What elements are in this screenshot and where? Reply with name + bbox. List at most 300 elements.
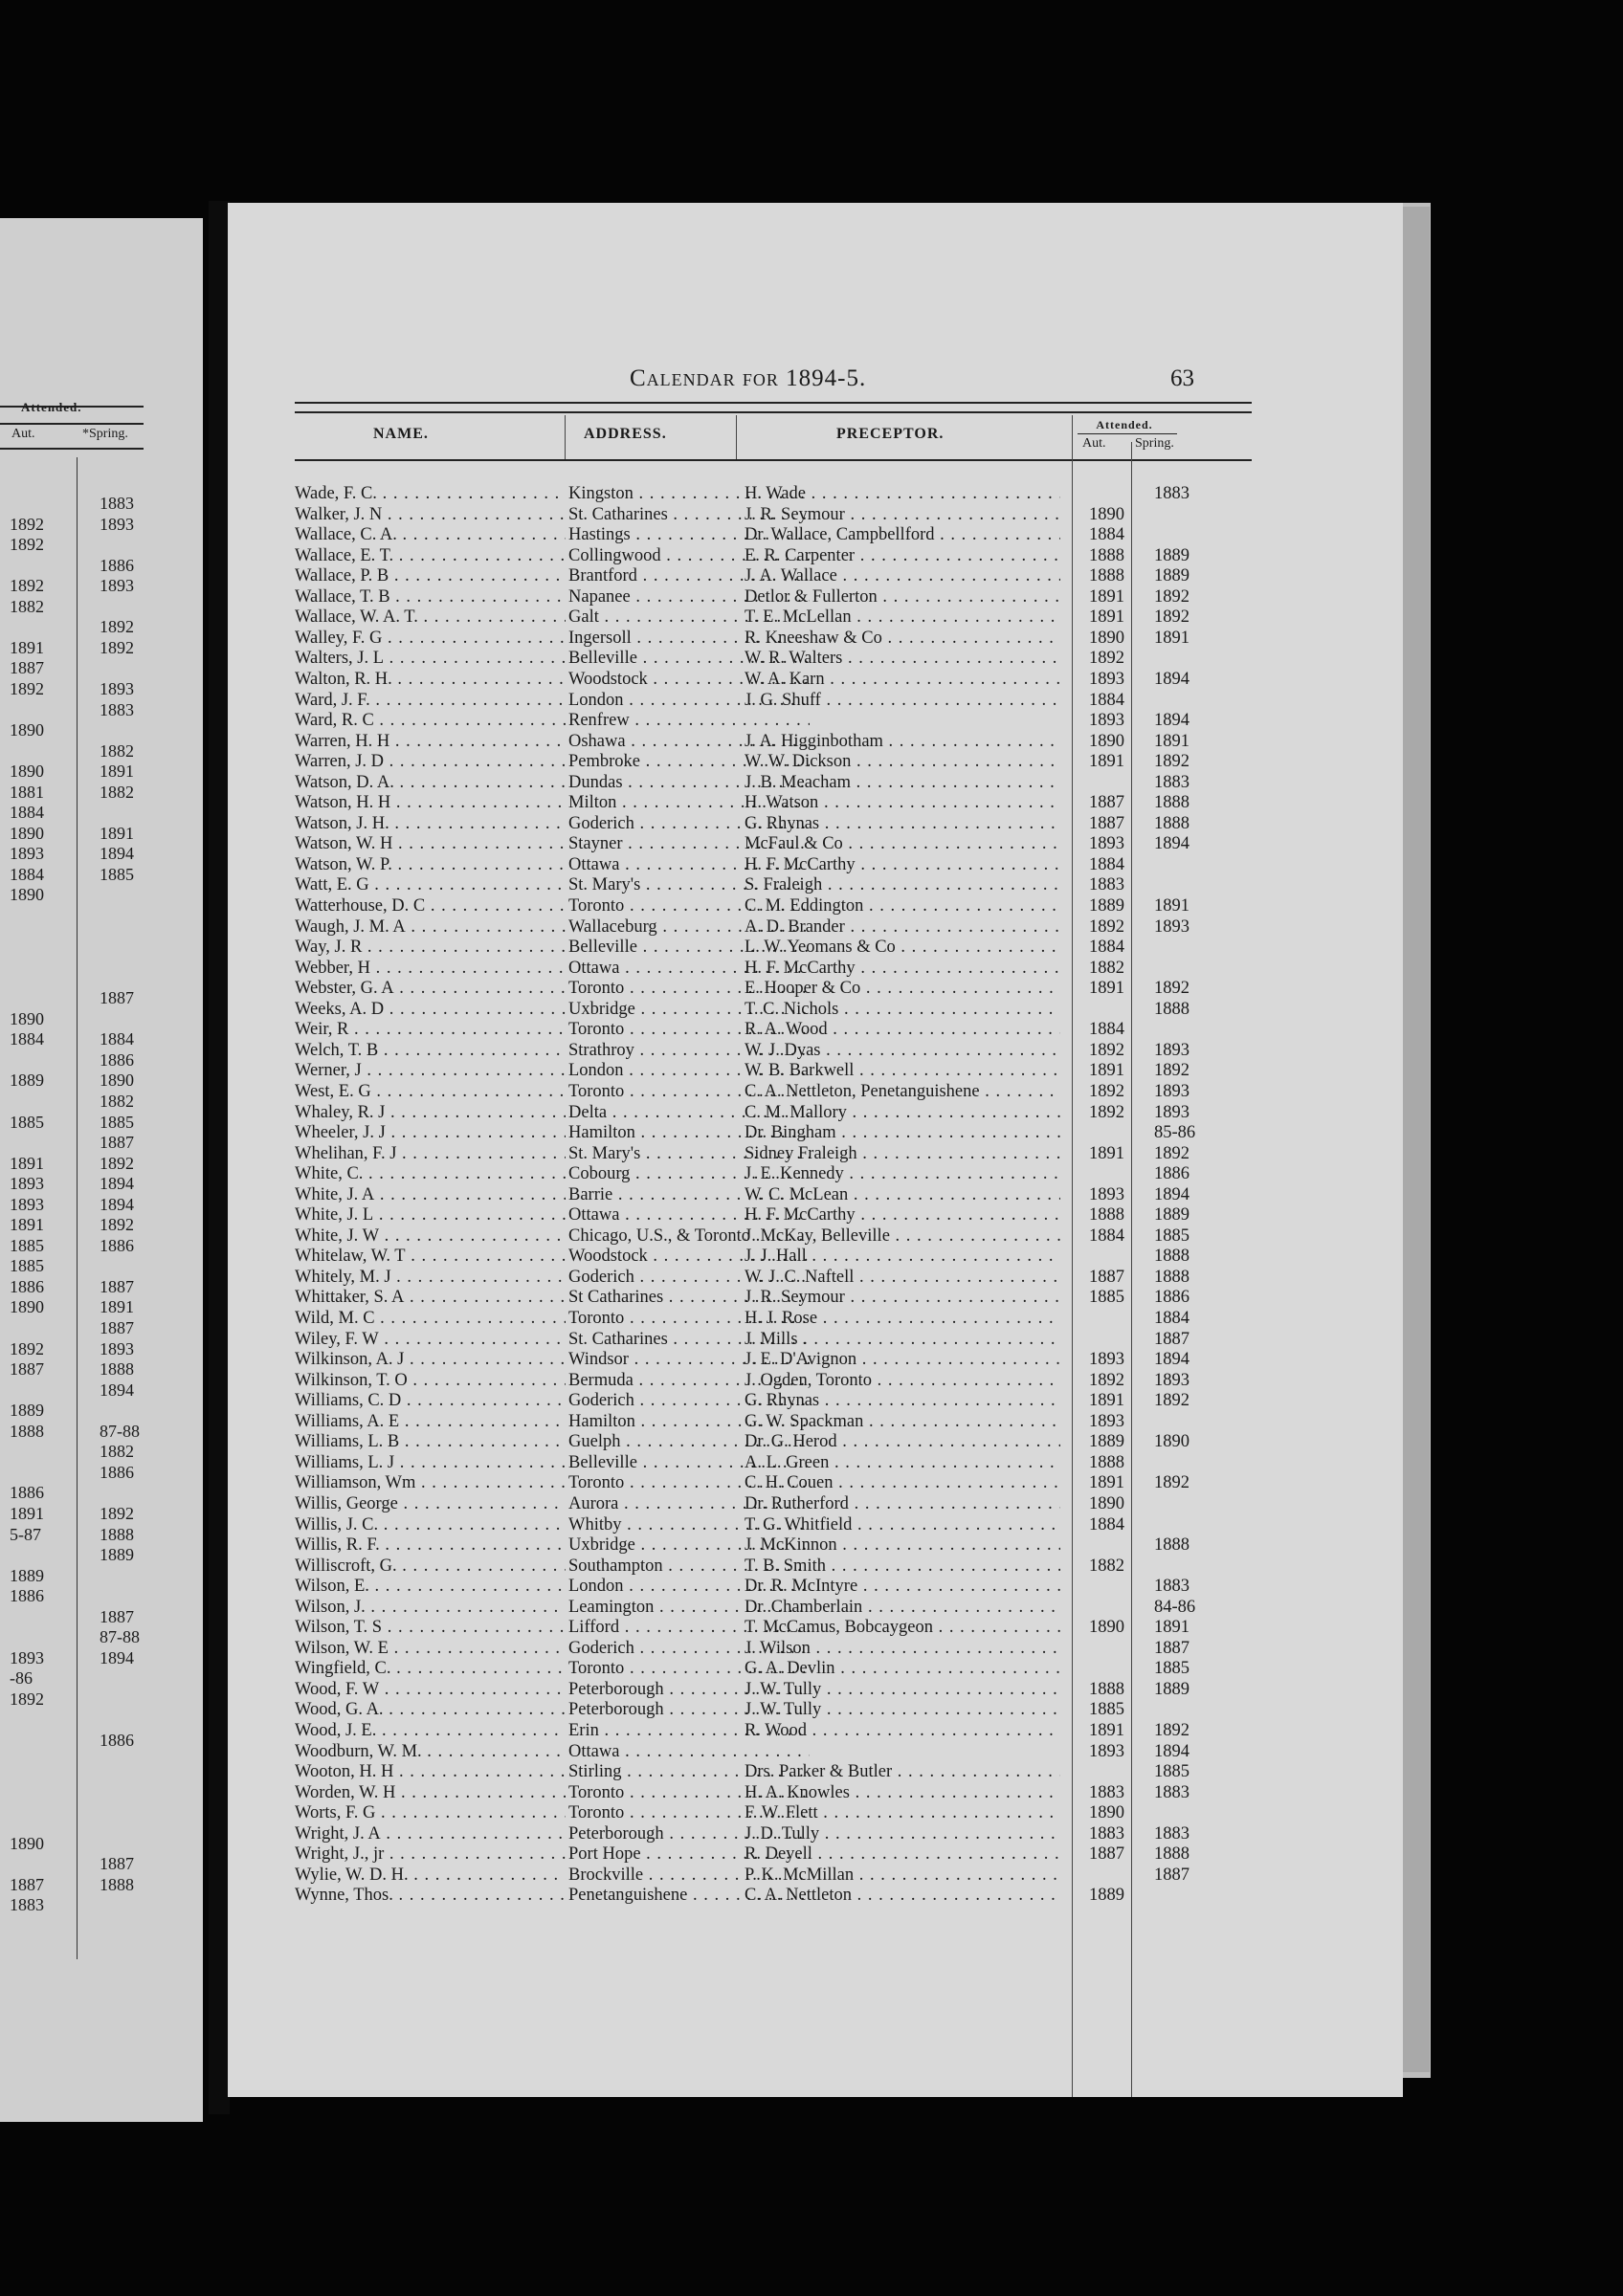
autumn-year: 1887 bbox=[1089, 1267, 1124, 1287]
left-spring-year: 1892 bbox=[100, 1153, 134, 1173]
table-row bbox=[228, 959, 1403, 980]
autumn-year: 1893 bbox=[1089, 1184, 1124, 1204]
preceptor-name: Dr. Rutherford . . . bbox=[745, 1494, 1060, 1514]
name-column-header: NAME. bbox=[373, 426, 429, 442]
left-table-row bbox=[0, 1009, 144, 1029]
preceptor-name: S. Fraleigh . . . bbox=[745, 875, 1060, 895]
left-table-row bbox=[0, 1854, 144, 1874]
preceptor-name: J. G. Shuff . . . bbox=[745, 691, 1060, 711]
table-row bbox=[228, 938, 1403, 959]
table-row bbox=[228, 1371, 1403, 1392]
table-row bbox=[228, 1453, 1403, 1474]
student-name: Ward, J. F. . . . bbox=[295, 691, 566, 711]
table-row bbox=[228, 1020, 1403, 1041]
student-address: Wallaceburg . . . bbox=[568, 917, 810, 938]
preceptor-name: H. F. McCarthy . . . bbox=[745, 1205, 1060, 1225]
left-autumn-year: 1890 bbox=[10, 1297, 44, 1317]
preceptor-name: McFaul & Co . . . bbox=[745, 834, 1060, 854]
left-autumn-year: 1890 bbox=[10, 1833, 44, 1853]
header-rule-top-2 bbox=[295, 411, 1252, 413]
preceptor-name: Dr. R. McIntyre . . . bbox=[745, 1577, 1060, 1597]
student-name: Walton, R. H. . . . bbox=[295, 670, 566, 690]
spring-year: 1893 bbox=[1154, 916, 1189, 937]
table-row bbox=[228, 1515, 1403, 1536]
spring-year: 1893 bbox=[1154, 1102, 1189, 1122]
preceptor-name: Sidney Fraleigh . . . bbox=[745, 1144, 1060, 1164]
student-address: Port Hope . . . bbox=[568, 1844, 810, 1865]
autumn-year: 1892 bbox=[1089, 649, 1124, 669]
left-table-row bbox=[0, 783, 144, 803]
table-row bbox=[228, 1330, 1403, 1351]
autumn-year: 1892 bbox=[1089, 1102, 1124, 1122]
student-name: White, C. . . . bbox=[295, 1164, 566, 1184]
student-name: Watson, D. A. . . . bbox=[295, 773, 566, 793]
student-address: St. Catharines . . . bbox=[568, 505, 810, 525]
table-row bbox=[228, 1577, 1403, 1598]
left-autumn-year: 1884 bbox=[10, 864, 44, 884]
student-address: Dundas . . . bbox=[568, 773, 810, 793]
spring-year: 1893 bbox=[1154, 1370, 1189, 1390]
left-spring-year: 1894 bbox=[100, 1174, 134, 1194]
table-row bbox=[228, 1185, 1403, 1206]
left-table-row bbox=[0, 1772, 144, 1792]
preceptor-name: J. E. D'Avignon . . . bbox=[745, 1350, 1060, 1370]
left-autumn-year: 1889 bbox=[10, 1565, 44, 1585]
student-address: Peterborough . . . bbox=[568, 1680, 810, 1700]
autumn-year: 1893 bbox=[1089, 1741, 1124, 1761]
student-address: Toronto . . . bbox=[568, 1309, 810, 1329]
preceptor-name: J. W. Tully . . . bbox=[745, 1700, 1060, 1720]
left-table-row bbox=[0, 1359, 144, 1380]
student-name: Wallace, T. B . . . bbox=[295, 587, 566, 607]
page-number: 63 bbox=[1170, 365, 1194, 391]
student-name: Wynne, Thos. . . . bbox=[295, 1886, 566, 1906]
left-spring-year: 1888 bbox=[100, 1359, 134, 1380]
autumn-year: 1883 bbox=[1089, 1782, 1124, 1802]
student-address: London . . . bbox=[568, 691, 810, 711]
table-row bbox=[228, 1844, 1403, 1866]
spring-year: 1886 bbox=[1154, 1164, 1189, 1184]
student-address: Renfrew . . . bbox=[568, 711, 810, 731]
preceptor-name: W. J. C. Naftell . . . bbox=[745, 1268, 1060, 1288]
left-table-row bbox=[0, 1504, 144, 1524]
preceptor-name: T. E. McLellan . . . bbox=[745, 607, 1060, 628]
table-row bbox=[228, 607, 1403, 629]
preceptor-column-header: PRECEPTOR. bbox=[836, 426, 945, 442]
table-row bbox=[228, 649, 1403, 670]
preceptor-name: H. J. Rose . . . bbox=[745, 1309, 1060, 1329]
student-name: Wheeler, J. J . . . bbox=[295, 1123, 566, 1143]
left-spring-year: 1882 bbox=[100, 740, 134, 761]
left-table-row bbox=[0, 638, 144, 658]
left-table-row bbox=[0, 988, 144, 1008]
student-name: Wylie, W. D. H. . . . bbox=[295, 1866, 566, 1886]
left-spring-year: 1887 bbox=[100, 1133, 134, 1153]
autumn-year: 1893 bbox=[1089, 1350, 1124, 1370]
preceptor-name: W. W. Dickson . . . bbox=[745, 752, 1060, 772]
student-address: Toronto . . . bbox=[568, 979, 810, 999]
autumn-year: 1892 bbox=[1089, 1081, 1124, 1101]
spring-year: 1892 bbox=[1154, 1473, 1189, 1493]
student-address: Guelph . . . bbox=[568, 1432, 810, 1452]
spring-year: 84-86 bbox=[1154, 1597, 1196, 1617]
table-row bbox=[228, 1082, 1403, 1103]
autumn-year: 1888 bbox=[1089, 545, 1124, 565]
spring-year: 1883 bbox=[1154, 1782, 1189, 1802]
left-table-row bbox=[0, 535, 144, 555]
spring-year: 1893 bbox=[1154, 1040, 1189, 1060]
table-row bbox=[228, 1432, 1403, 1453]
left-spring-year: 1893 bbox=[100, 576, 134, 596]
left-table-row bbox=[0, 947, 144, 967]
left-aut-heading: Aut. bbox=[11, 427, 35, 441]
student-name: Watson, W. P. . . . bbox=[295, 855, 566, 875]
spring-year: 1885 bbox=[1154, 1659, 1189, 1679]
spring-year: 1892 bbox=[1154, 1391, 1189, 1411]
table-row bbox=[228, 896, 1403, 917]
preceptor-name: J. E. Kennedy . . . bbox=[745, 1164, 1060, 1184]
autumn-year: 1887 bbox=[1089, 793, 1124, 813]
student-name: Walker, J. N . . . bbox=[295, 505, 566, 525]
student-name: Wade, F. C. . . . bbox=[295, 484, 566, 504]
spring-year: 1892 bbox=[1154, 1143, 1189, 1163]
preceptor-name: J. A. Wallace . . . bbox=[745, 566, 1060, 586]
left-table-row bbox=[0, 1380, 144, 1401]
autumn-year: 1884 bbox=[1089, 1225, 1124, 1246]
table-row bbox=[228, 484, 1403, 505]
table-row bbox=[228, 1700, 1403, 1721]
left-table-row bbox=[0, 1133, 144, 1153]
left-spring-year: 1882 bbox=[100, 782, 134, 802]
left-table-row bbox=[0, 658, 144, 678]
spring-year: 1888 bbox=[1154, 1247, 1189, 1267]
table-row bbox=[228, 587, 1403, 608]
left-autumn-year: 1892 bbox=[10, 535, 44, 555]
left-table-row bbox=[0, 1483, 144, 1503]
student-name: Wiley, F. W . . . bbox=[295, 1330, 566, 1350]
left-spring-year: 1894 bbox=[100, 1380, 134, 1400]
left-table-row bbox=[0, 1689, 144, 1710]
left-autumn-year: 1893 bbox=[10, 1647, 44, 1667]
spring-year: 1887 bbox=[1154, 1329, 1189, 1349]
table-row bbox=[228, 566, 1403, 587]
student-address: Toronto . . . bbox=[568, 1803, 810, 1823]
spring-year: 1888 bbox=[1154, 793, 1189, 813]
spring-year: 1888 bbox=[1154, 1844, 1189, 1865]
student-name: Waugh, J. M. A . . . bbox=[295, 917, 566, 938]
autumn-year: 1884 bbox=[1089, 1020, 1124, 1040]
student-address: Woodstock . . . bbox=[568, 670, 810, 690]
autumn-year: 1882 bbox=[1089, 1556, 1124, 1576]
left-table-row bbox=[0, 1442, 144, 1462]
left-spring-year: 1894 bbox=[100, 1194, 134, 1214]
preceptor-name: J. McKinnon . . . bbox=[745, 1535, 1060, 1556]
table-row bbox=[228, 525, 1403, 546]
left-spring-year: 1889 bbox=[100, 1545, 134, 1565]
student-address: Goderich . . . bbox=[568, 1639, 810, 1659]
table-row bbox=[228, 1659, 1403, 1680]
left-autumn-year: 1890 bbox=[10, 762, 44, 782]
autumn-year: 1888 bbox=[1089, 566, 1124, 586]
left-table-row bbox=[0, 1401, 144, 1421]
student-address: Peterborough . . . bbox=[568, 1700, 810, 1720]
left-table-row bbox=[0, 885, 144, 905]
spring-year: 1891 bbox=[1154, 896, 1189, 916]
preceptor-name: J. J. Hall . . . bbox=[745, 1247, 1060, 1267]
table-row bbox=[228, 773, 1403, 794]
left-table-row bbox=[0, 679, 144, 699]
autumn-year: 1885 bbox=[1089, 1288, 1124, 1308]
student-name: Watson, W. H . . . bbox=[295, 834, 566, 854]
left-table-row bbox=[0, 1422, 144, 1442]
left-table-row bbox=[0, 927, 144, 947]
student-address: Penetanguishene . . . bbox=[568, 1886, 810, 1906]
table-row bbox=[228, 1535, 1403, 1556]
left-spring-year: 87-88 bbox=[100, 1627, 140, 1647]
student-name: Webber, H . . . bbox=[295, 959, 566, 979]
student-name: Wingfield, C. . . . bbox=[295, 1659, 566, 1679]
spring-year: 1894 bbox=[1154, 834, 1189, 854]
spring-year: 1892 bbox=[1154, 979, 1189, 999]
preceptor-name: H. F. McCarthy . . . bbox=[745, 959, 1060, 979]
student-name: Willis, R. F. . . . bbox=[295, 1535, 566, 1556]
autumn-year: 1882 bbox=[1089, 958, 1124, 978]
left-table-row bbox=[0, 1215, 144, 1235]
left-autumn-year: -86 bbox=[10, 1668, 33, 1689]
student-name: Welch, T. B . . . bbox=[295, 1041, 566, 1061]
table-row bbox=[228, 711, 1403, 732]
left-table-row bbox=[0, 1154, 144, 1174]
student-name: Worts, F. G . . . bbox=[295, 1803, 566, 1823]
table-row bbox=[228, 1742, 1403, 1763]
autumn-year: 1891 bbox=[1089, 607, 1124, 628]
preceptor-name: C. A. Nettleton . . . bbox=[745, 1886, 1060, 1906]
student-name: Wilson, W. E . . . bbox=[295, 1639, 566, 1659]
preceptor-name: J. D. Tully . . . bbox=[745, 1824, 1060, 1844]
student-address: Toronto . . . bbox=[568, 1783, 810, 1803]
table-row bbox=[228, 1886, 1403, 1907]
table-row bbox=[228, 629, 1403, 650]
spring-year: 1883 bbox=[1154, 484, 1189, 503]
left-table-row bbox=[0, 1195, 144, 1215]
left-table-row bbox=[0, 1586, 144, 1606]
preceptor-name: E. R. Carpenter . . . bbox=[745, 546, 1060, 566]
spring-year: 1892 bbox=[1154, 586, 1189, 607]
left-table-row bbox=[0, 576, 144, 596]
left-table-row bbox=[0, 1174, 144, 1194]
autumn-year: 1885 bbox=[1089, 1700, 1124, 1720]
student-name: Wood, G. A. . . . bbox=[295, 1700, 566, 1720]
student-name: Wooton, H. H . . . bbox=[295, 1762, 566, 1782]
student-address: Belleville . . . bbox=[568, 1453, 810, 1473]
preceptor-name: H. Watson . . . bbox=[745, 793, 1060, 813]
student-name: Watson, H. H . . . bbox=[295, 793, 566, 813]
autumn-year: 1884 bbox=[1089, 854, 1124, 874]
left-table-row bbox=[0, 1297, 144, 1317]
left-autumn-year: 1891 bbox=[10, 1153, 44, 1173]
student-address: Stayner . . . bbox=[568, 834, 810, 854]
header-rule-bottom bbox=[295, 459, 1252, 461]
student-address: Brantford . . . bbox=[568, 566, 810, 586]
preceptor-name: C. M. Eddington . . . bbox=[745, 896, 1060, 916]
student-name: Ward, R. C . . . bbox=[295, 711, 566, 731]
student-address: Peterborough . . . bbox=[568, 1824, 810, 1844]
student-name: Warren, J. D . . . bbox=[295, 752, 566, 772]
table-row bbox=[228, 752, 1403, 773]
autumn-year: 1883 bbox=[1089, 1823, 1124, 1843]
student-address: Toronto . . . bbox=[568, 1659, 810, 1679]
preceptor-name: Dr. Bingham . . . bbox=[745, 1123, 1060, 1143]
spring-year: 1883 bbox=[1154, 772, 1189, 792]
student-address: Belleville . . . bbox=[568, 649, 810, 669]
autumn-year: 1890 bbox=[1089, 1493, 1124, 1513]
student-address: Strathroy . . . bbox=[568, 1041, 810, 1061]
student-name: Warren, H. H . . . bbox=[295, 732, 566, 752]
column-divider bbox=[736, 415, 737, 459]
student-address: St. Mary's . . . bbox=[568, 1144, 810, 1164]
student-name: Williams, L. B . . . bbox=[295, 1432, 566, 1452]
left-table-row bbox=[0, 865, 144, 885]
left-autumn-year: 1890 bbox=[10, 885, 44, 905]
table-row bbox=[228, 1144, 1403, 1165]
student-name: Watt, E. G . . . bbox=[295, 875, 566, 895]
student-name: Watterhouse, D. C . . . bbox=[295, 896, 566, 916]
student-address: Napanee . . . bbox=[568, 587, 810, 607]
preceptor-name: J. R. Seymour . . . bbox=[745, 505, 1060, 525]
student-name: Walters, J. L . . . bbox=[295, 649, 566, 669]
student-name: Williams, C. D . . . bbox=[295, 1391, 566, 1411]
left-spring-year: 87-88 bbox=[100, 1421, 140, 1441]
left-spring-heading: *Spring. bbox=[82, 427, 128, 441]
table-row bbox=[228, 1268, 1403, 1289]
left-spring-year: 1887 bbox=[100, 1854, 134, 1874]
preceptor-name: J. Ogden, Toronto . . . bbox=[745, 1371, 1060, 1391]
student-name: Wild, M. C . . . bbox=[295, 1309, 566, 1329]
left-table-row bbox=[0, 1545, 144, 1565]
left-table-row bbox=[0, 906, 144, 926]
preceptor-name: F. W. Flett . . . bbox=[745, 1803, 1060, 1823]
left-spring-year: 1886 bbox=[100, 1731, 134, 1750]
autumn-year: 1891 bbox=[1089, 979, 1124, 999]
preceptor-name: Detlor & Fullerton . . . bbox=[745, 587, 1060, 607]
student-address: Whitby . . . bbox=[568, 1515, 810, 1535]
left-table-row bbox=[0, 1607, 144, 1627]
spring-year: 1886 bbox=[1154, 1288, 1189, 1308]
page-edge bbox=[1403, 207, 1430, 2072]
left-spring-year: 1883 bbox=[100, 494, 134, 513]
spring-year: 1892 bbox=[1154, 1061, 1189, 1081]
student-name: Wood, J. E. . . . bbox=[295, 1721, 566, 1741]
left-spring-year: 1892 bbox=[100, 637, 134, 657]
spring-year: 1894 bbox=[1154, 1350, 1189, 1370]
table-row bbox=[228, 1639, 1403, 1660]
preceptor-name: W. J. Dyas . . . bbox=[745, 1041, 1060, 1061]
preceptor-name: H. F. McCarthy . . . bbox=[745, 855, 1060, 875]
student-address: Ottawa . . . bbox=[568, 959, 810, 979]
spring-year: 1883 bbox=[1154, 1823, 1189, 1843]
left-spring-year: 1886 bbox=[100, 1462, 134, 1482]
spring-year: 1894 bbox=[1154, 1741, 1189, 1761]
student-address: Chicago, U.S., & Toronto . . . bbox=[568, 1226, 810, 1247]
table-row bbox=[228, 793, 1403, 814]
spring-year: 1888 bbox=[1154, 813, 1189, 833]
student-address: Ottawa . . . bbox=[568, 1742, 810, 1762]
student-name: Wilkinson, T. O . . . bbox=[295, 1371, 566, 1391]
student-address: London . . . bbox=[568, 1577, 810, 1597]
preceptor-name: G. Rhynas . . . bbox=[745, 814, 1060, 834]
student-name: Wallace, C. A. . . . bbox=[295, 525, 566, 545]
preceptor-name: G. Rhynas . . . bbox=[745, 1391, 1060, 1411]
left-table-row bbox=[0, 1050, 144, 1071]
left-autumn-year: 1890 bbox=[10, 823, 44, 843]
preceptor-name: Dr. G. Herod . . . bbox=[745, 1432, 1060, 1452]
left-table-row bbox=[0, 1256, 144, 1276]
left-spring-year: 1886 bbox=[100, 1235, 134, 1255]
spring-year: 1891 bbox=[1154, 1618, 1189, 1638]
student-name: Whitely, M. J . . . bbox=[295, 1268, 566, 1288]
left-spring-year: 1888 bbox=[100, 1524, 134, 1544]
left-spring-year: 1884 bbox=[100, 1029, 134, 1049]
table-row bbox=[228, 1061, 1403, 1082]
autumn-year: 1893 bbox=[1089, 1411, 1124, 1431]
left-autumn-year: 1891 bbox=[10, 1503, 44, 1523]
table-row bbox=[228, 917, 1403, 938]
student-address: Ottawa . . . bbox=[568, 1205, 810, 1225]
table-row bbox=[228, 1164, 1403, 1185]
left-autumn-year: 1890 bbox=[10, 720, 44, 740]
left-spring-year: 1887 bbox=[100, 1318, 134, 1337]
table-row bbox=[228, 1350, 1403, 1371]
autumn-year: 1893 bbox=[1089, 711, 1124, 731]
student-name: West, E. G . . . bbox=[295, 1082, 566, 1102]
table-row bbox=[228, 691, 1403, 712]
table-row bbox=[228, 1556, 1403, 1578]
left-spring-year: 1893 bbox=[100, 678, 134, 698]
preceptor-name: R. Wood . . . bbox=[745, 1721, 1060, 1741]
left-table-row bbox=[0, 1566, 144, 1586]
student-address: Barrie . . . bbox=[568, 1185, 810, 1205]
preceptor-name: H. A. Knowles . . . bbox=[745, 1783, 1060, 1803]
autumn-year: 1884 bbox=[1089, 690, 1124, 710]
left-autumn-year: 1893 bbox=[10, 1194, 44, 1214]
student-address: Goderich . . . bbox=[568, 1268, 810, 1288]
autumn-year: 1889 bbox=[1089, 1432, 1124, 1452]
left-autumn-year: 1891 bbox=[10, 1215, 44, 1235]
left-table-row bbox=[0, 803, 144, 823]
left-autumn-year: 1885 bbox=[10, 1112, 44, 1132]
left-spring-year: 1887 bbox=[100, 988, 134, 1008]
spring-year: 1888 bbox=[1154, 999, 1189, 1019]
spring-year: 1891 bbox=[1154, 731, 1189, 751]
table-row bbox=[228, 1762, 1403, 1783]
spring-year: 1883 bbox=[1154, 1577, 1189, 1597]
table-row bbox=[228, 1680, 1403, 1701]
student-address: London . . . bbox=[568, 1061, 810, 1081]
autumn-year: 1889 bbox=[1089, 896, 1124, 916]
left-table-row bbox=[0, 494, 144, 514]
left-autumn-year: 1887 bbox=[10, 1874, 44, 1894]
table-row bbox=[228, 1226, 1403, 1247]
student-address: Woodstock . . . bbox=[568, 1247, 810, 1267]
student-address: St Catharines . . . bbox=[568, 1288, 810, 1308]
spring-year: 1890 bbox=[1154, 1432, 1189, 1452]
spring-year: 1889 bbox=[1154, 566, 1189, 586]
table-row bbox=[228, 979, 1403, 1000]
left-spring-year: 1886 bbox=[100, 1049, 134, 1070]
preceptor-name: A. L. Green . . . bbox=[745, 1453, 1060, 1473]
autumn-year: 1890 bbox=[1089, 504, 1124, 524]
autumn-year: 1889 bbox=[1089, 1886, 1124, 1906]
